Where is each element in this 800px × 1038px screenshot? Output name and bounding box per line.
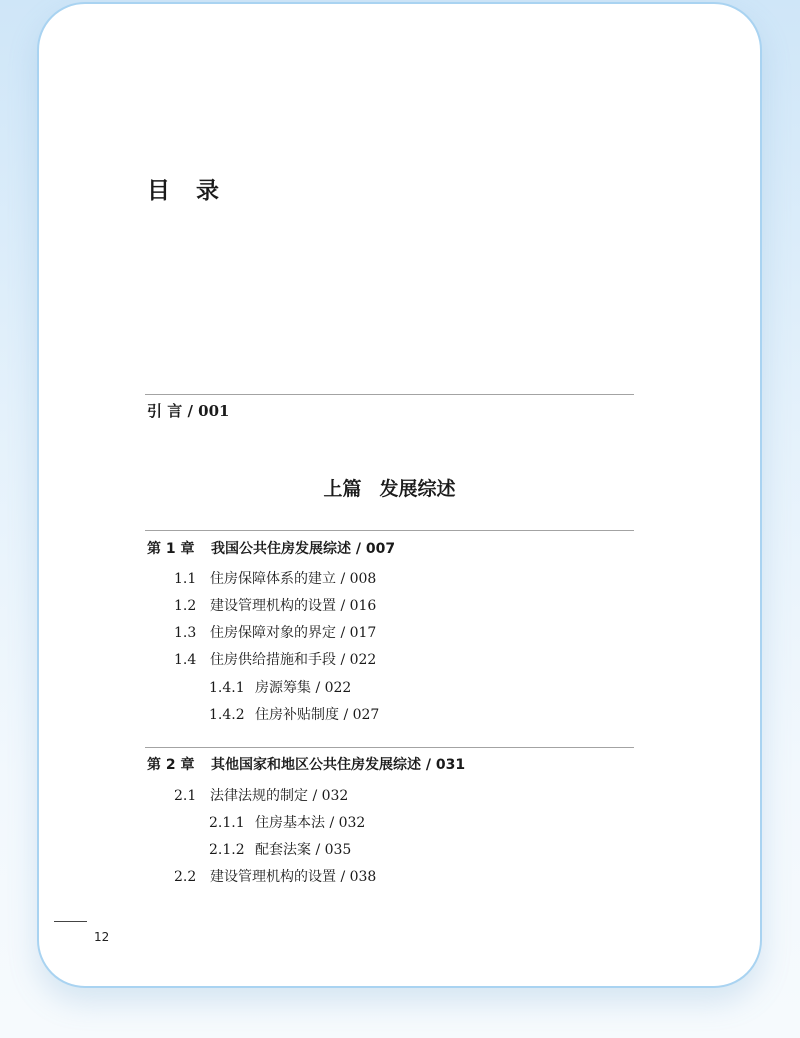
chapter-title: 我国公共住房发展综述 / 007 (211, 541, 396, 557)
part-label: 上篇 (323, 478, 362, 500)
entry-number: 1.4 (174, 652, 197, 668)
entry-number: 1.4.2 (209, 707, 245, 723)
entry-title: 住房基本法 / 032 (255, 815, 366, 831)
divider (145, 747, 634, 748)
entry-number: 2.2 (174, 869, 197, 885)
chapter-heading[interactable] (147, 538, 395, 558)
chapter-number: 第 1 章 (147, 541, 195, 557)
entry-number: 2.1.1 (209, 815, 245, 831)
toc-subentry[interactable] (209, 812, 365, 832)
entry-number: 1.3 (174, 625, 197, 641)
chapter-title: 其他国家和地区公共住房发展综述 / 031 (211, 757, 466, 773)
toc-subentry[interactable] (209, 704, 379, 724)
entry-title: 住房保障对象的界定 / 017 (210, 625, 377, 641)
entry-title: 配套法案 / 035 (255, 842, 352, 858)
toc-subentry[interactable] (209, 677, 351, 697)
entry-title: 建设管理机构的设置 / 038 (210, 869, 377, 885)
entry-title: 建设管理机构的设置 / 016 (210, 598, 377, 614)
entry-number: 2.1 (174, 788, 197, 804)
folio-rule (54, 921, 87, 922)
entry-title: 住房供给措施和手段 / 022 (210, 652, 377, 668)
divider (145, 530, 634, 531)
toc-entry[interactable] (174, 866, 376, 886)
entry-number: 1.4.1 (209, 680, 245, 696)
entry-title: 住房保障体系的建立 / 008 (210, 571, 377, 587)
entry-number: 2.1.2 (209, 842, 245, 858)
chapter-heading[interactable] (147, 754, 465, 774)
entry-title: 房源筹集 / 022 (255, 680, 352, 696)
toc-subentry[interactable] (209, 839, 351, 859)
toc-entry[interactable] (174, 785, 348, 805)
divider (145, 394, 634, 395)
toc-intro[interactable]: 引 言 / 001 (147, 402, 230, 420)
entry-title: 住房补贴制度 / 027 (255, 707, 380, 723)
page-number: 12 (94, 930, 110, 944)
part-name: 发展综述 (379, 478, 456, 500)
chapter-number: 第 2 章 (147, 757, 195, 773)
entry-title: 法律法规的制定 / 032 (210, 788, 349, 804)
page-title: 目 录 (147, 177, 229, 204)
toc-entry[interactable] (174, 622, 376, 642)
part-heading (0, 474, 779, 501)
toc-entry[interactable] (174, 568, 376, 588)
entry-number: 1.2 (174, 598, 197, 614)
entry-number: 1.1 (174, 571, 197, 587)
toc-entry[interactable] (174, 595, 376, 615)
toc-entry[interactable] (174, 649, 376, 669)
